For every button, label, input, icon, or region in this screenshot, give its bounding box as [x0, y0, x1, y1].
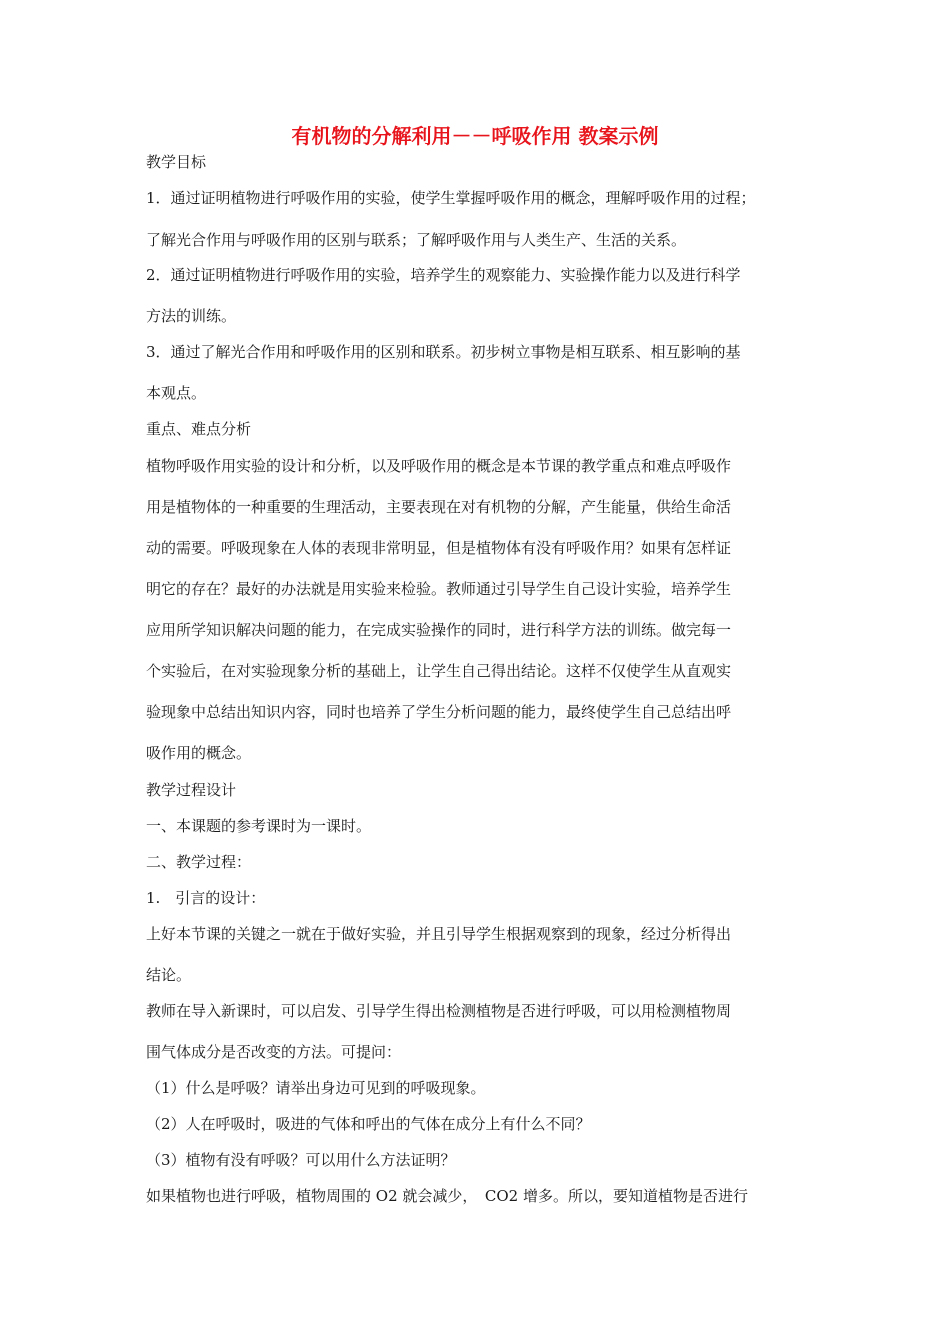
intro-line-1: 上好本节课的关键之一就在于做好实验，并且引导学生根据观察到的现象，经过分析得出: [146, 925, 732, 943]
analysis-line-5: 应用所学知识解决问题的能力，在完成实验操作的同时，进行科学方法的训练。做完每一: [146, 621, 732, 639]
goal-1-line-1: 1．通过证明植物进行呼吸作用的实验，使学生掌握呼吸作用的概念，理解呼吸作用的过程；: [146, 189, 756, 207]
teacher-line-1: 教师在导入新课时，可以启发、引导学生得出检测植物是否进行呼吸，可以用检测植物周: [146, 1002, 732, 1020]
heading-process-design: 教学过程设计: [146, 781, 237, 799]
analysis-line-7: 验现象中总结出知识内容，同时也培养了学生分析问题的能力，最终使学生自己总结出呼: [146, 703, 732, 721]
analysis-line-3: 动的需要。呼吸现象在人体的表现非常明显，但是植物体有没有呼吸作用？如果有怎样证: [146, 539, 732, 557]
goal-2-line-2: 方法的训练。: [146, 307, 237, 325]
question-1: （1）什么是呼吸？请举出身边可见到的呼吸现象。: [146, 1079, 486, 1097]
heading-teaching-goals: 教学目标: [146, 153, 207, 171]
analysis-line-8: 吸作用的概念。: [146, 744, 252, 762]
analysis-line-6: 个实验后，在对实验现象分析的基础上，让学生自己得出结论。这样不仅使学生从直观实: [146, 662, 732, 680]
question-2: （2）人在呼吸时，吸进的气体和呼出的气体在成分上有什么不同？: [146, 1115, 591, 1133]
goal-3-line-1: 3．通过了解光合作用和呼吸作用的区别和联系。初步树立事物是相互联系、相互影响的基: [146, 343, 741, 361]
analysis-line-1: 植物呼吸作用实验的设计和分析，以及呼吸作用的概念是本节课的教学重点和难点呼吸作: [146, 457, 732, 475]
conclusion-line-1: 如果植物也进行呼吸，植物周围的 O2 就会减少， CO2 增多。所以，要知道植物是否进行: [146, 1187, 748, 1205]
teacher-line-2: 围气体成分是否改变的方法。可提问：: [146, 1043, 402, 1061]
intro-line-2: 结论。: [146, 966, 192, 984]
heading-key-points: 重点、难点分析: [146, 420, 252, 438]
process-item-1: 一、本课题的参考课时为一课时。: [146, 817, 372, 835]
question-3: （3）植物有没有呼吸？可以用什么方法证明？: [146, 1151, 456, 1169]
goal-2-line-1: 2．通过证明植物进行呼吸作用的实验，培养学生的观察能力、实验操作能力以及进行科学: [146, 266, 741, 284]
intro-design-heading: 1. 引言的设计：: [146, 889, 266, 907]
document-title: 有机物的分解利用－－呼吸作用 教案示例: [291, 124, 659, 148]
analysis-line-2: 用是植物体的一种重要的生理活动，主要表现在对有机物的分解，产生能量，供给生命活: [146, 498, 732, 516]
goal-1-line-2: 了解光合作用与呼吸作用的区别与联系；了解呼吸作用与人类生产、生活的关系。: [146, 231, 687, 249]
analysis-line-4: 明它的存在？最好的办法就是用实验来检验。教师通过引导学生自己设计实验，培养学生: [146, 580, 732, 598]
process-item-2: 二、教学过程：: [146, 853, 252, 871]
goal-3-line-2: 本观点。: [146, 384, 207, 402]
